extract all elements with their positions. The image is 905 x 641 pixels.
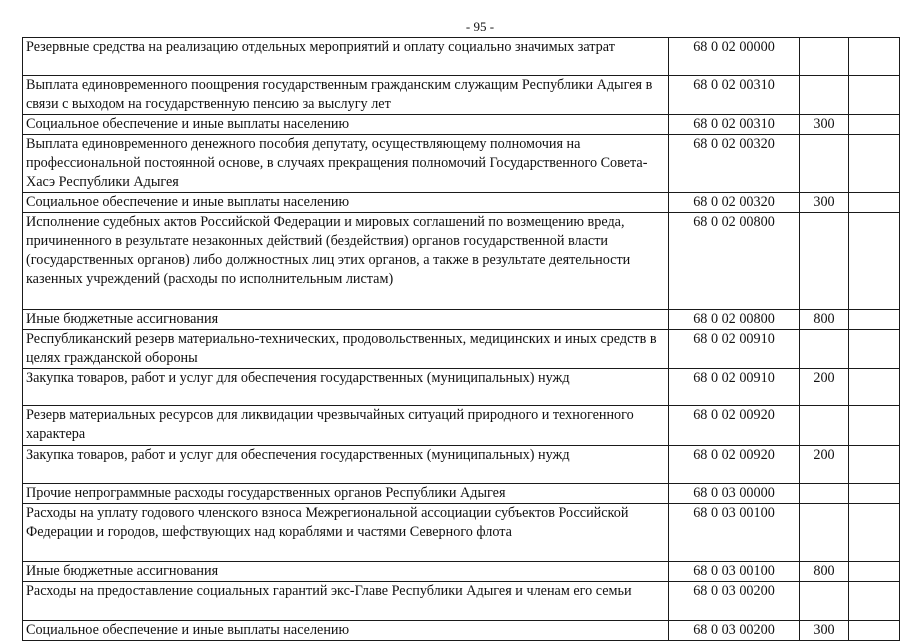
row-classification-code: 68 0 02 00910: [669, 330, 800, 369]
table-row: [23, 310, 900, 330]
row-classification-code: 68 0 02 00920: [669, 446, 800, 484]
row-expense-type: [800, 213, 849, 310]
row-empty-cell: [849, 115, 900, 135]
row-classification-code: 68 0 02 00000: [669, 38, 800, 76]
table-row: [23, 135, 900, 193]
table-row: [23, 582, 900, 621]
row-description: Иные бюджетные ассигнования: [23, 310, 669, 330]
row-expense-type: [800, 504, 849, 562]
table-row: [23, 446, 900, 484]
row-empty-cell: [849, 406, 900, 446]
row-classification-code: 68 0 02 00800: [669, 213, 800, 310]
row-expense-type: [800, 484, 849, 504]
table-row: [23, 193, 900, 213]
row-expense-type: [800, 38, 849, 76]
row-empty-cell: [849, 310, 900, 330]
table-row: [23, 115, 900, 135]
row-classification-code: 68 0 02 00920: [669, 406, 800, 446]
row-classification-code: 68 0 02 00310: [669, 76, 800, 115]
table-row: [23, 76, 900, 115]
row-classification-code: 68 0 02 00310: [669, 115, 800, 135]
row-expense-type: 800: [800, 310, 849, 330]
row-description: Иные бюджетные ассигнования: [23, 562, 669, 582]
row-empty-cell: [849, 369, 900, 406]
row-expense-type: 200: [800, 369, 849, 406]
row-description: Прочие непрограммные расходы государственных органов Республики Адыгея: [23, 484, 669, 504]
row-description: Расходы на предоставление социальных гарантий экс-Главе Республики Адыгея и членам его семьи: [23, 582, 669, 621]
row-expense-type: 200: [800, 446, 849, 484]
row-description: Закупка товаров, работ и услуг для обеспечения государственных (муниципальных) нужд: [23, 369, 669, 406]
row-description: Исполнение судебных актов Российской Федерации и мировых соглашений по возмещению вреда, причиненного в результате незаконных действий (бездействия) органов государственной власти (государственных органов) либо должностных лиц этих органов, а также в результате деятельности казенных учреждений (расходы по исполнительным листам): [23, 213, 669, 310]
row-empty-cell: [849, 330, 900, 369]
table-row: [23, 38, 900, 76]
row-description: Выплата единовременного поощрения государственным гражданским служащим Республики Адыгея в связи с выходом на государственную пенсию за выслугу лет: [23, 76, 669, 115]
row-classification-code: 68 0 03 00200: [669, 582, 800, 621]
row-classification-code: 68 0 03 00100: [669, 504, 800, 562]
row-empty-cell: [849, 76, 900, 115]
row-classification-code: 68 0 02 00800: [669, 310, 800, 330]
row-empty-cell: [849, 484, 900, 504]
row-expense-type: [800, 330, 849, 369]
row-classification-code: 68 0 03 00100: [669, 562, 800, 582]
row-description: Выплата единовременного денежного пособия депутату, осуществляющему полномочия на профессиональной постоянной основе, в случаях прекращения полномочий Государственного Совета-Хасэ Республики Адыгея: [23, 135, 669, 193]
row-classification-code: 68 0 03 00000: [669, 484, 800, 504]
row-expense-type: 300: [800, 193, 849, 213]
row-description: Социальное обеспечение и иные выплаты населению: [23, 193, 669, 213]
table-row: [23, 406, 900, 446]
row-empty-cell: [849, 213, 900, 310]
table-row: [23, 330, 900, 369]
row-classification-code: 68 0 02 00320: [669, 193, 800, 213]
row-description: Расходы на уплату годового членского взноса Межрегиональной ассоциации субъектов Российской Федерации и городов, шефствующих над кораблями и частями Северного флота: [23, 504, 669, 562]
row-empty-cell: [849, 621, 900, 641]
row-description: Закупка товаров, работ и услуг для обеспечения государственных (муниципальных) нужд: [23, 446, 669, 484]
table-row: [23, 504, 900, 562]
row-classification-code: 68 0 03 00200: [669, 621, 800, 641]
row-empty-cell: [849, 562, 900, 582]
row-empty-cell: [849, 135, 900, 193]
row-expense-type: 300: [800, 621, 849, 641]
budget-table: [22, 37, 900, 641]
row-empty-cell: [849, 582, 900, 621]
table-row: [23, 484, 900, 504]
row-expense-type: 300: [800, 115, 849, 135]
table-row: [23, 562, 900, 582]
row-description: Республиканский резерв материально-технических, продовольственных, медицинских и иных средств в целях гражданской обороны: [23, 330, 669, 369]
table-row: [23, 369, 900, 406]
row-empty-cell: [849, 193, 900, 213]
row-expense-type: [800, 76, 849, 115]
table-row: [23, 213, 900, 310]
row-expense-type: [800, 582, 849, 621]
row-empty-cell: [849, 446, 900, 484]
page-number: - 95 -: [465, 19, 495, 34]
row-description: Резервные средства на реализацию отдельных мероприятий и оплату социально значимых затрат: [23, 38, 669, 76]
row-description: Социальное обеспечение и иные выплаты населению: [23, 621, 669, 641]
row-classification-code: 68 0 02 00320: [669, 135, 800, 193]
row-description: Социальное обеспечение и иные выплаты населению: [23, 115, 669, 135]
row-empty-cell: [849, 38, 900, 76]
row-expense-type: 800: [800, 562, 849, 582]
row-expense-type: [800, 135, 849, 193]
row-description: Резерв материальных ресурсов для ликвидации чрезвычайных ситуаций природного и техногенного характера: [23, 406, 669, 446]
row-empty-cell: [849, 504, 900, 562]
table-row: [23, 621, 900, 641]
row-classification-code: 68 0 02 00910: [669, 369, 800, 406]
row-expense-type: [800, 406, 849, 446]
